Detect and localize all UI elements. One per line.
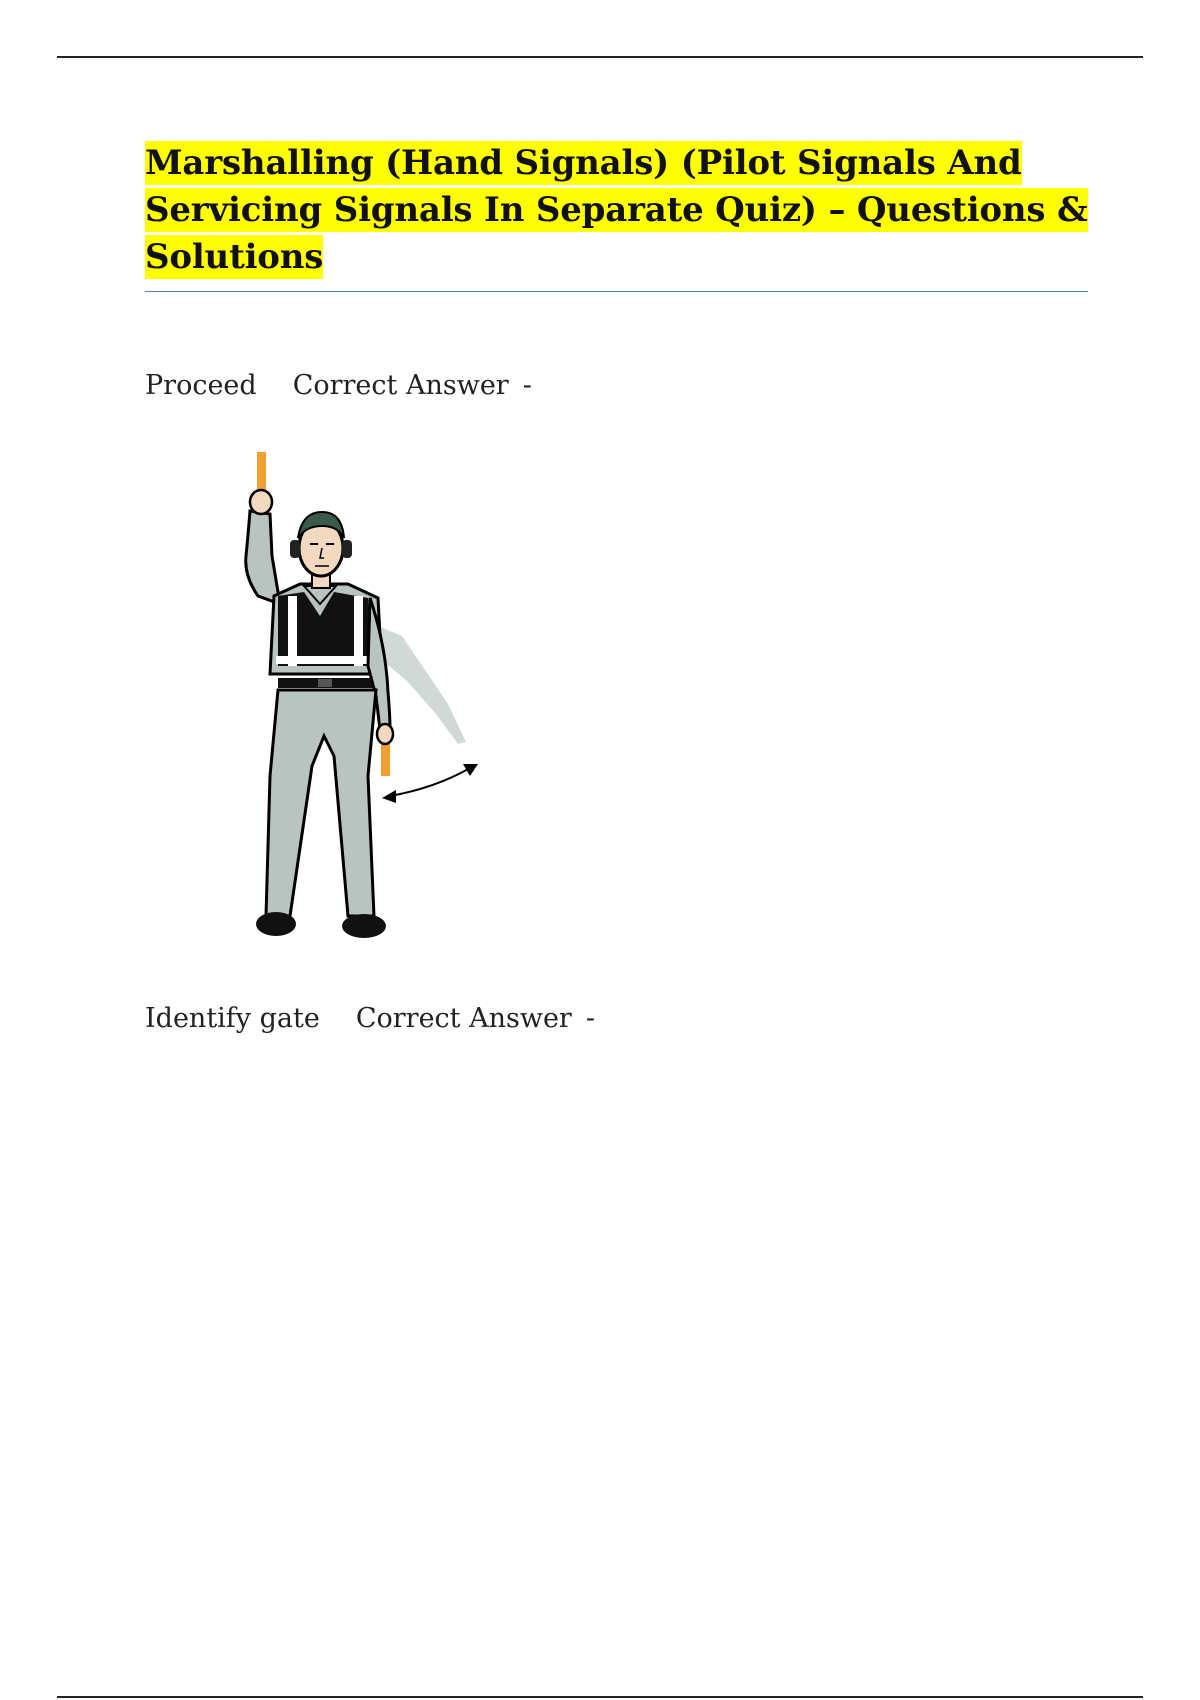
lowered-hand	[377, 724, 393, 744]
question-row-proceed	[145, 369, 532, 403]
answer-separator: -	[585, 1003, 595, 1034]
question-row-identify-gate	[145, 1002, 595, 1036]
page-top-rule	[57, 56, 1143, 58]
legs	[266, 690, 376, 916]
right-shoe	[342, 914, 386, 938]
answer-label: Correct Answer	[355, 1003, 572, 1034]
page-bottom-rule	[57, 1696, 1143, 1698]
title-underline	[145, 291, 1088, 292]
ear-defender-right	[342, 540, 352, 558]
raised-hand	[250, 490, 272, 514]
raised-arm	[246, 511, 280, 604]
answer-separator: -	[522, 370, 532, 401]
vest-stripe	[288, 596, 297, 666]
ear-defender-left	[290, 540, 300, 558]
question-prompt: Proceed	[145, 370, 257, 401]
page-title	[145, 140, 1088, 281]
belt-buckle	[318, 679, 332, 687]
left-shoe	[256, 912, 296, 936]
marshaller-proceed-icon	[230, 446, 530, 956]
question-prompt: Identify gate	[145, 1003, 320, 1034]
document-body	[145, 140, 1088, 292]
title-highlight: Marshalling (Hand Signals) (Pilot Signals And Servicing Signals In Separate Quiz) – Questions & Solutions	[145, 143, 1088, 277]
answer-label: Correct Answer	[292, 370, 509, 401]
vest-stripe	[354, 596, 363, 666]
vest-stripe	[276, 656, 374, 664]
motion-arrow-icon	[390, 768, 470, 796]
